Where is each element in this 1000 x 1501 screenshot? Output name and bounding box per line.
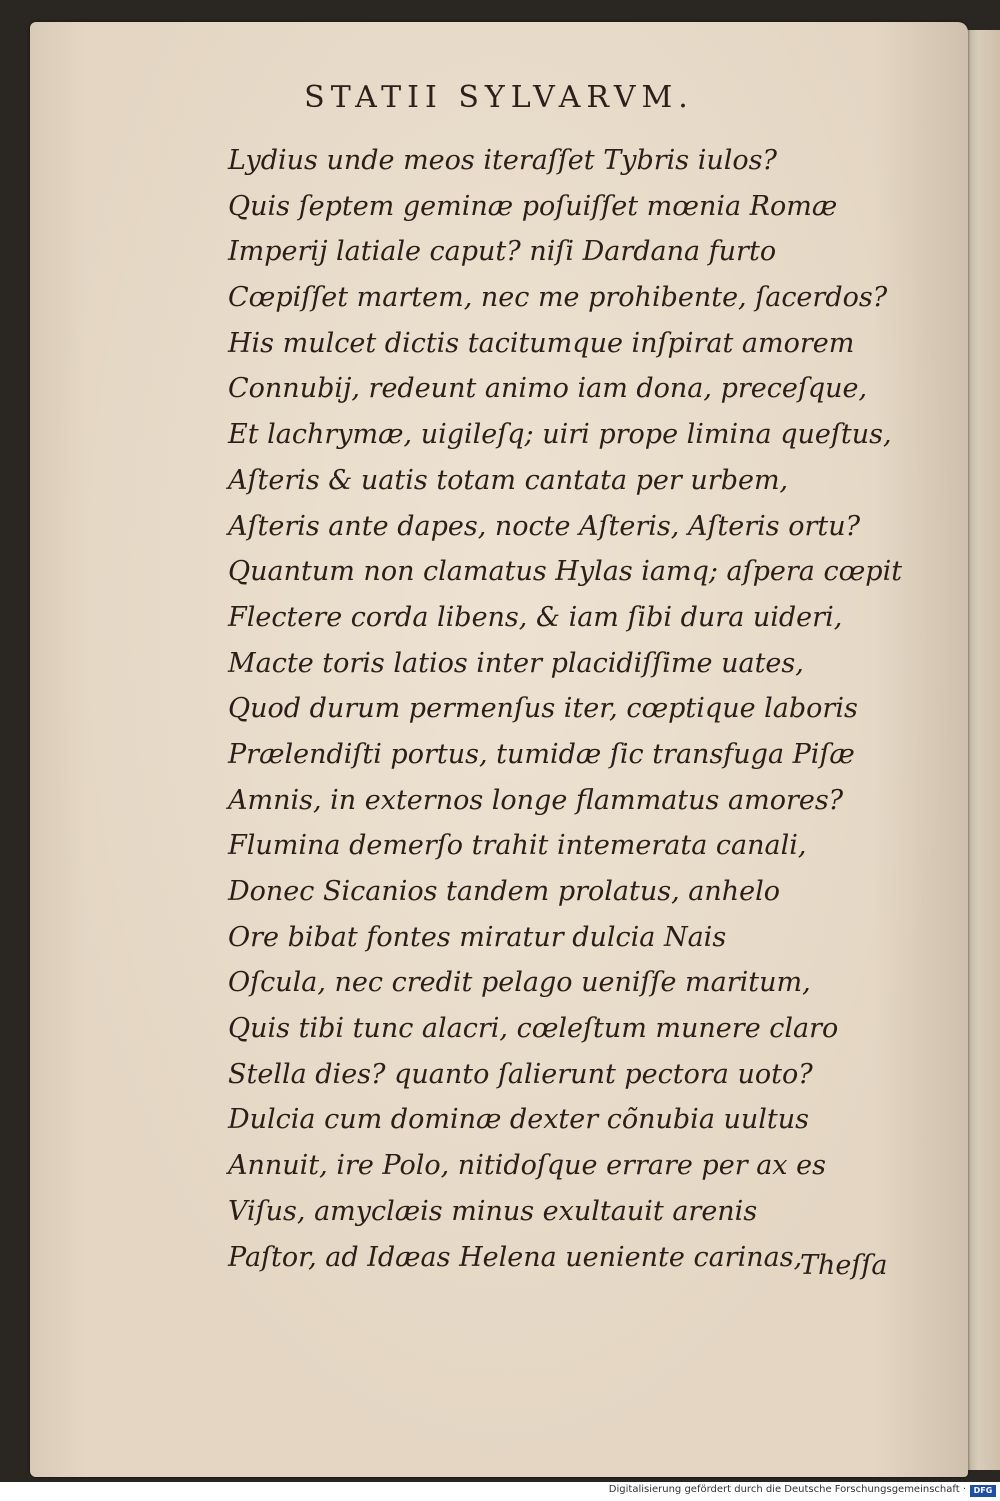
verse-line: Cœpiſſet martem, nec me prohibente, ſacerdos? [228, 282, 888, 314]
verse-line: Quod durum permenſus iter, cœptique laboris [228, 693, 858, 725]
verse-line: Aſteris ante dapes, nocte Aſteris, Aſteris ortu? [228, 510, 861, 542]
running-head: STATII SYLVARVM. [304, 80, 694, 115]
dfg-logo: DFG [970, 1485, 996, 1497]
verse-line: Viſus, amyclæis minus exultauit arenis [228, 1195, 758, 1227]
verse-line: Imperij latiale caput? niſi Dardana furto [228, 236, 777, 268]
book-page [30, 22, 968, 1477]
funding-credit: Digitalisierung gefördert durch die Deutsche Forschungsgemeinschaft · [608, 1484, 966, 1495]
verse-line: Aſteris & uatis totam cantata per urbem, [228, 464, 789, 496]
verse-line: His mulcet dictis tacitumque inſpirat amorem [228, 327, 855, 359]
verse-line: Amnis, in externos longe flammatus amores? [228, 784, 844, 816]
verse-line: Paſtor, ad Idæas Helena ueniente carinas, [228, 1241, 803, 1273]
verse-line: Lydius unde meos iteraſſet Tybris iulos? [228, 145, 777, 176]
verse-line: Flumina demerſo trahit intemerata canali, [228, 830, 807, 862]
verse-line: Et lachrymæ, uigileſq; uiri prope limina queſtus, [228, 419, 892, 451]
verse-line: Prælendiſti portus, tumidæ ſic transfuga Piſæ [228, 738, 855, 770]
verse-line: Oſcula, nec credit pelago ueniſſe maritum, [228, 967, 811, 999]
catchword: Theſſa [800, 1250, 888, 1281]
verse-line: Flectere corda libens, & iam ſibi dura uideri, [228, 601, 843, 633]
footer-bar [0, 1482, 1000, 1501]
verse-line: Macte toris latios inter placidiſſime uates, [228, 647, 804, 679]
verse-line: Connubij, redeunt animo iam dona, preceſque, [228, 373, 868, 405]
verse-line: Quis ſeptem geminæ poſuiſſet mœnia Romæ [228, 190, 838, 222]
verse-line: Annuit, ire Polo, nitidoſque errare per ax es [228, 1150, 826, 1182]
verse-line: Quantum non clamatus Hylas iamq; aſpera cœpit [228, 556, 903, 588]
verse-line: Dulcia cum dominæ dexter cõnubia uultus [228, 1104, 810, 1136]
verse-line: Quis tibi tunc alacri, cœleſtum munere claro [228, 1013, 839, 1045]
verse-line: Ore bibat fontes miratur dulcia Nais [228, 921, 727, 953]
verse-line: Stella dies? quanto ſalierunt pectora uoto? [228, 1058, 813, 1090]
verse-line: Donec Sicanios tandem prolatus, anhelo [228, 876, 781, 907]
verse-list [228, 138, 902, 1280]
